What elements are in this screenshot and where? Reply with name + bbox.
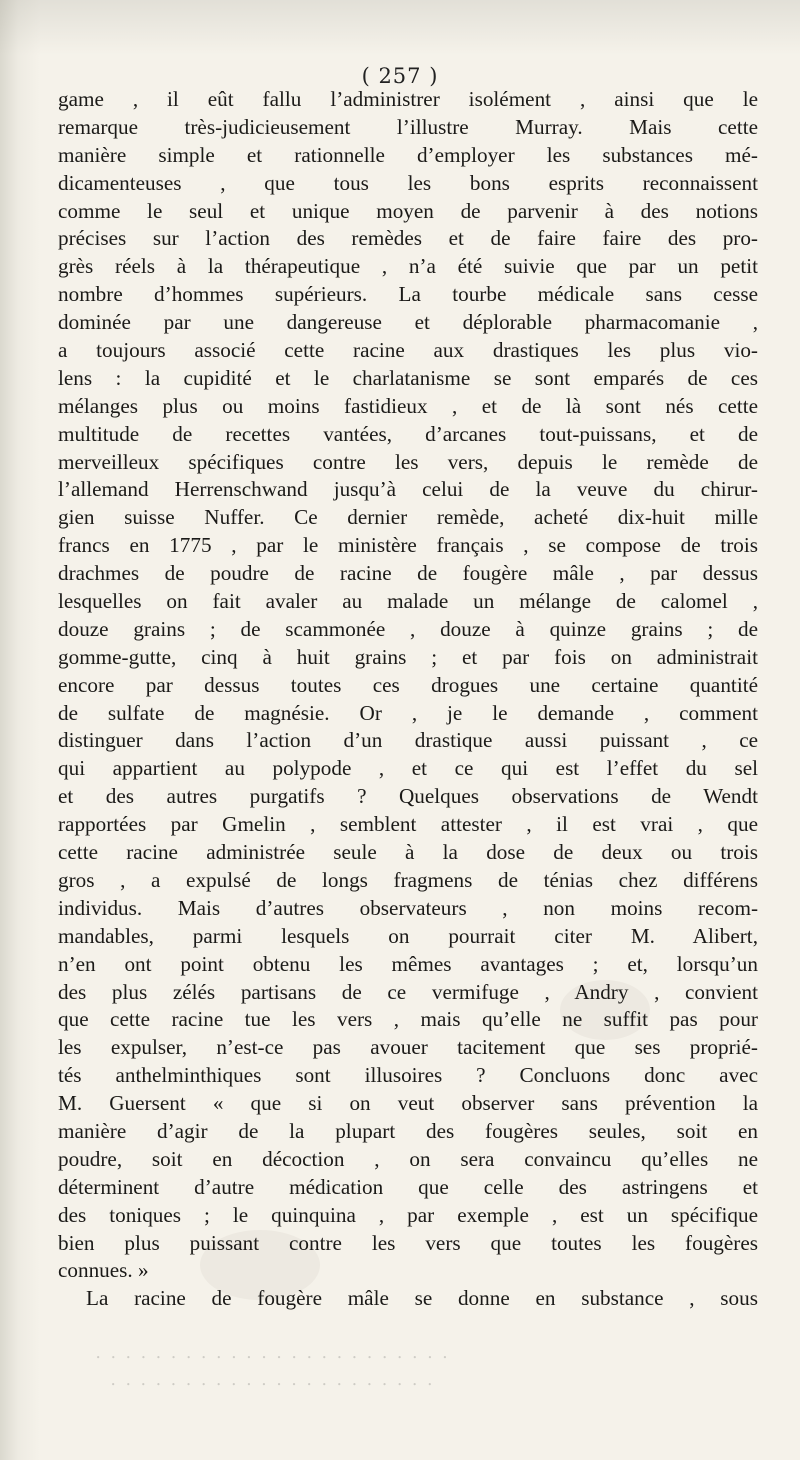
text-line: les expulser, n’est-ce pas avouer tacitement que ses proprié- bbox=[58, 1035, 758, 1060]
text-line: poudre, soit en décoction , on sera convaincu qu’elles ne bbox=[58, 1146, 758, 1171]
text-line: gomme-gutte, cinq à huit grains ; et par fois on administrait bbox=[58, 644, 758, 669]
text-line: manière d’agir de la plupart des fougères seules, soit en bbox=[58, 1118, 758, 1143]
text-line: n’en ont point obtenu les mêmes avantages ; et, lorsqu’un bbox=[58, 951, 758, 976]
text-line: des plus zélés partisans de ce vermifuge , Andry , convient bbox=[58, 979, 758, 1004]
text-line: game , il eût fallu l’administrer isolément , ainsi que le bbox=[58, 87, 758, 111]
text-line: douze grains ; de scammonée , douze à quinze grains ; de bbox=[58, 616, 758, 641]
text-line: grès réels à la thérapeutique , n’a été suivie que par un petit bbox=[58, 254, 758, 279]
text-line: multitude de recettes vantées, d’arcanes tout-puissans, et de bbox=[58, 421, 758, 446]
text-line: dicamenteuses , que tous les bons esprits reconnaissent bbox=[58, 170, 758, 195]
text-line: remarque très-judicieusement l’illustre Murray. Mais cette bbox=[58, 114, 758, 139]
show-through-text: · · · · · · · · · · · · · · · · · · · · · · bbox=[110, 1373, 435, 1394]
text-line: que cette racine tue les vers , mais qu’elle ne suffit pas pour bbox=[58, 1007, 758, 1032]
text-line: distinguer dans l’action d’un drastique aussi puissant , ce bbox=[58, 728, 758, 753]
text-line: rapportées par Gmelin , semblent attester , il est vrai , que bbox=[58, 812, 758, 837]
text-line: l’allemand Herrenschwand jusqu’à celui de la veuve du chirur- bbox=[58, 477, 758, 502]
text-line: et des autres purgatifs ? Quelques observations de Wendt bbox=[58, 784, 758, 809]
text-line: connues. » bbox=[58, 1258, 149, 1283]
text-line: merveilleux spécifiques contre les vers, depuis le remède de bbox=[58, 449, 758, 474]
text-line: gien suisse Nuffer. Ce dernier remède, acheté dix-huit mille bbox=[58, 505, 758, 530]
text-line: qui appartient au polypode , et ce qui est l’effet du sel bbox=[58, 756, 758, 781]
text-line: tés anthelminthiques sont illusoires ? Concluons donc avec bbox=[58, 1063, 758, 1088]
text-line: nombre d’hommes supérieurs. La tourbe médicale sans cesse bbox=[58, 282, 758, 307]
text-line: de sulfate de magnésie. Or , je le demande , comment bbox=[58, 700, 758, 725]
text-line: dominée par une dangereuse et déplorable pharmacomanie , bbox=[58, 310, 758, 335]
text-line: francs en 1775 , par le ministère français , se compose de trois bbox=[58, 533, 758, 558]
text-line: encore par dessus toutes ces drogues une certaine quantité bbox=[58, 672, 758, 697]
text-line: M. Guersent « que si on veut observer sans prévention la bbox=[58, 1091, 758, 1116]
show-through-text: · · · · · · · · · · · · · · · · · · · · · · · · bbox=[95, 1346, 451, 1367]
text-line: a toujours associé cette racine aux drastiques les plus vio- bbox=[58, 338, 758, 363]
text-line: individus. Mais d’autres observateurs , non moins recom- bbox=[58, 895, 758, 920]
page-body-text bbox=[58, 86, 758, 1313]
text-line: comme le seul et unique moyen de parvenir à des notions bbox=[58, 198, 758, 223]
text-line: déterminent d’autre médication que celle des astringens et bbox=[58, 1174, 758, 1199]
text-line: manière simple et rationnelle d’employer les substances mé- bbox=[58, 142, 758, 167]
text-line: mandables, parmi lesquels on pourrait citer M. Alibert, bbox=[58, 923, 758, 948]
text-line: La racine de fougère mâle se donne en substance , sous bbox=[86, 1286, 758, 1311]
text-line: bien plus puissant contre les vers que toutes les fougères bbox=[58, 1230, 758, 1255]
text-line: lens : la cupidité et le charlatanisme se sont emparés de ces bbox=[58, 365, 758, 390]
text-line: des toniques ; le quinquina , par exemple , est un spécifique bbox=[58, 1202, 758, 1227]
text-line: lesquelles on fait avaler au malade un mélange de calomel , bbox=[58, 589, 758, 614]
text-line: gros , a expulsé de longs fragmens de ténias chez différens bbox=[58, 867, 758, 892]
text-line: précises sur l’action des remèdes et de faire faire des pro- bbox=[58, 226, 758, 251]
text-line: mélanges plus ou moins fastidieux , et de là sont nés cette bbox=[58, 393, 758, 418]
text-line: cette racine administrée seule à la dose de deux ou trois bbox=[58, 840, 758, 865]
text-line: drachmes de poudre de racine de fougère mâle , par dessus bbox=[58, 561, 758, 586]
page-number: ( 257 ) bbox=[361, 64, 439, 88]
